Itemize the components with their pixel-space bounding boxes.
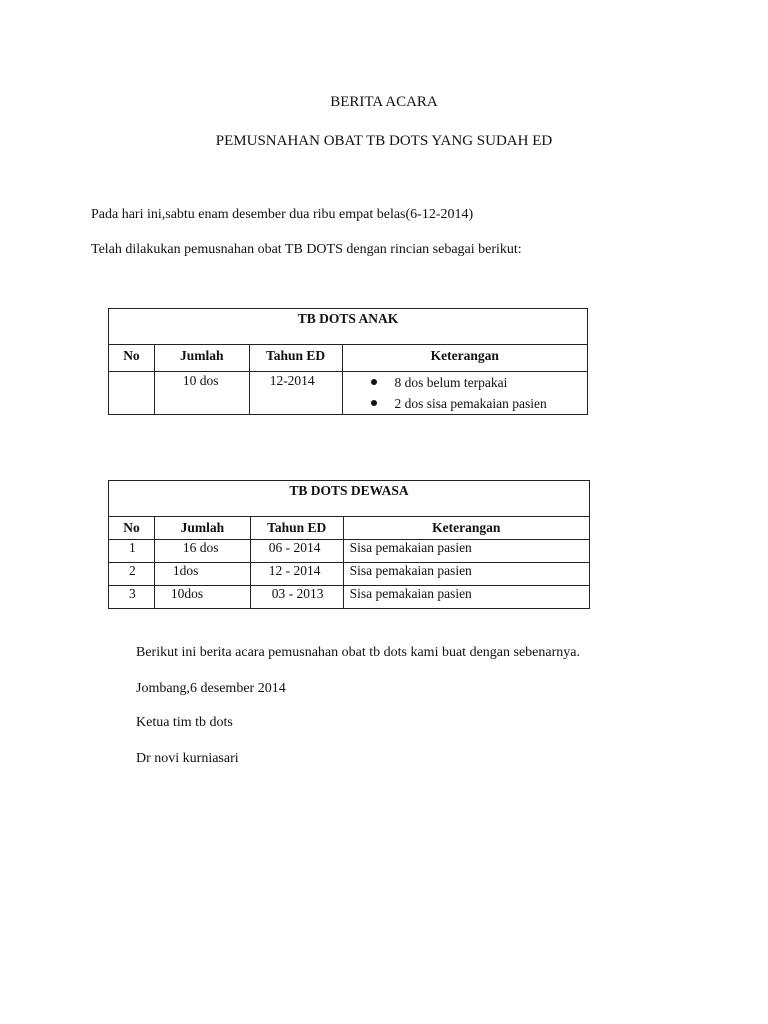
document-subtitle: PEMUSNAHAN OBAT TB DOTS YANG SUDAH ED bbox=[215, 133, 553, 149]
table-dewasa-cell-keterangan: Sisa pemakaian pasien bbox=[343, 586, 589, 609]
table-dewasa-cell-keterangan: Sisa pemakaian pasien bbox=[343, 563, 589, 586]
table-anak-header-jumlah: Jumlah bbox=[154, 345, 249, 372]
table-row bbox=[109, 372, 588, 415]
table-dewasa-header-keterangan: Keterangan bbox=[343, 517, 589, 540]
table-dewasa-cell-jumlah: 16 dos bbox=[154, 540, 250, 563]
table-dewasa-cell-jumlah: 1dos bbox=[154, 563, 250, 586]
table-tb-dots-anak bbox=[108, 308, 588, 415]
intro-line-1: Pada hari ini,sabtu enam desember dua ribu empat belas(6-12-2014) bbox=[91, 207, 474, 222]
table-dewasa-header-jumlah: Jumlah bbox=[154, 517, 250, 540]
table-anak-cell-jumlah: 10 dos bbox=[154, 372, 249, 415]
table-row bbox=[109, 540, 590, 563]
document-title: BERITA ACARA bbox=[330, 94, 438, 110]
bullet-icon bbox=[371, 379, 377, 385]
table-anak-header-no: No bbox=[109, 345, 155, 372]
table-row bbox=[109, 586, 590, 609]
table-dewasa-title: TB DOTS DEWASA bbox=[109, 481, 590, 517]
table-dewasa-header-no: No bbox=[109, 517, 155, 540]
table-row bbox=[109, 563, 590, 586]
closing-role: Ketua tim tb dots bbox=[136, 715, 233, 730]
closing-name: Dr novi kurniasari bbox=[136, 751, 239, 766]
table-dewasa-cell-tahun-ed: 03 - 2013 bbox=[250, 586, 343, 609]
table-dewasa-cell-tahun-ed: 06 - 2014 bbox=[250, 540, 343, 563]
closing-place-date: Jombang,6 desember 2014 bbox=[136, 681, 286, 696]
table-dewasa-cell-no: 2 bbox=[109, 563, 155, 586]
table-anak-header-tahun-ed: Tahun ED bbox=[249, 345, 342, 372]
table-dewasa-cell-keterangan: Sisa pemakaian pasien bbox=[343, 540, 589, 563]
table-dewasa-header-tahun-ed: Tahun ED bbox=[250, 517, 343, 540]
table-anak-cell-no bbox=[109, 372, 155, 415]
keterangan-item-2: 2 dos sisa pemakaian pasien bbox=[394, 396, 547, 411]
table-dewasa-cell-jumlah: 10dos bbox=[154, 586, 250, 609]
table-anak-cell-tahun-ed: 12-2014 bbox=[249, 372, 342, 415]
table-anak-header-keterangan: Keterangan bbox=[342, 345, 588, 372]
table-anak-cell-keterangan bbox=[342, 372, 588, 415]
table-tb-dots-dewasa bbox=[108, 480, 590, 609]
list-item bbox=[343, 372, 588, 393]
table-dewasa-cell-no: 1 bbox=[109, 540, 155, 563]
closing-statement: Berikut ini berita acara pemusnahan obat tb dots kami buat dengan sebenarnya. bbox=[136, 645, 580, 660]
table-dewasa-cell-tahun-ed: 12 - 2014 bbox=[250, 563, 343, 586]
table-anak-title: TB DOTS ANAK bbox=[109, 309, 588, 345]
table-dewasa-cell-no: 3 bbox=[109, 586, 155, 609]
bullet-icon bbox=[371, 400, 377, 406]
list-item bbox=[343, 393, 588, 414]
intro-line-2: Telah dilakukan pemusnahan obat TB DOTS dengan rincian sebagai berikut: bbox=[91, 242, 522, 257]
keterangan-item-1: 8 dos belum terpakai bbox=[394, 375, 508, 390]
